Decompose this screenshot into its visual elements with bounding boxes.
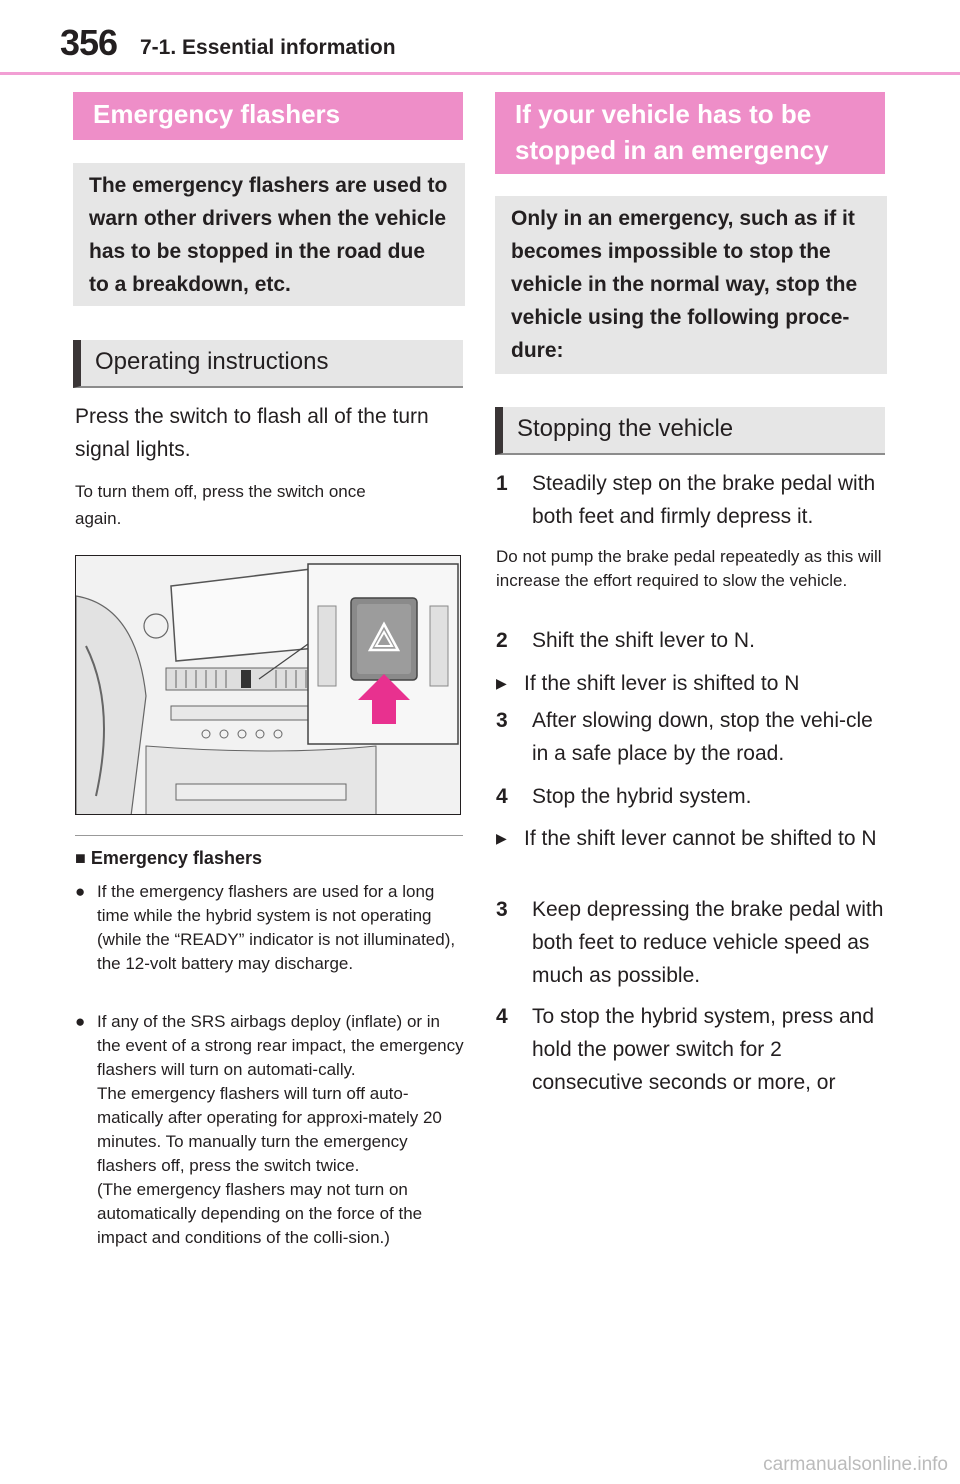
emergency-stop-intro: Only in an emergency, such as if it becomes impossible to stop the vehicle in the normal way, stop the vehicle using the following proce-dure: <box>495 196 887 374</box>
note-bullet-2 <box>75 1010 465 1250</box>
condition-shifted-text: If the shift lever is shifted to N <box>524 672 800 695</box>
instruction-line-2: signal lights. <box>75 438 191 461</box>
step-3b <box>496 893 886 992</box>
turn-off-line-2: again. <box>75 509 122 528</box>
note-bullet-2-p1: If any of the SRS airbags deploy (inflate) or in the event of a strong rear impact, the emergency flashers will turn on automati-cally. <box>97 1012 464 1079</box>
stopping-vehicle-heading: Stopping the vehicle <box>495 407 885 455</box>
condition-shifted <box>496 667 886 700</box>
turn-off-line-1: To turn them off, press the switch once <box>75 482 366 501</box>
step-3a-text: After slowing down, stop the vehi-cle in a safe place by the road. <box>532 709 873 765</box>
emergency-stop-heading-line-2: stopped in an emergency <box>515 135 829 165</box>
dashboard-illustration <box>75 555 461 815</box>
note-bullet-2-text <box>97 1010 465 1250</box>
bullet-dot-icon: ● <box>75 882 86 901</box>
step-number: 3 <box>496 709 508 732</box>
step-4b-text: To stop the hybrid system, press and hold the power switch for 2 consecutive seconds or more, or <box>532 1005 874 1094</box>
emergency-stop-heading-line-1: If your vehicle has to be <box>515 99 812 129</box>
step-number: 4 <box>496 1005 508 1028</box>
emergency-stop-heading <box>495 92 885 174</box>
condition-not-shifted <box>496 822 886 855</box>
step-1 <box>496 467 886 533</box>
step-4a <box>496 780 886 813</box>
step-2-text: Shift the shift lever to N. <box>532 629 755 652</box>
condition-not-shifted-text: If the shift lever cannot be shifted to N <box>524 827 877 850</box>
note-title: Emergency flashers <box>90 848 262 868</box>
step-number: 1 <box>496 472 508 495</box>
header-rule <box>0 72 960 75</box>
triangle-bullet-icon: ▶ <box>496 830 507 846</box>
step-4b <box>496 1000 886 1099</box>
bullet-dot-icon: ● <box>75 1012 86 1031</box>
instruction-line-1: Press the switch to flash all of the turn <box>75 405 429 428</box>
step-4a-text: Stop the hybrid system. <box>532 785 752 808</box>
step-number: 4 <box>496 785 508 808</box>
page-number: 356 <box>60 22 118 63</box>
triangle-bullet-icon: ▶ <box>496 675 507 691</box>
section-title: 7-1. Essential information <box>140 36 396 59</box>
note-square-icon: ■ <box>75 848 86 868</box>
turn-off-text <box>75 478 465 532</box>
step-1-note: Do not pump the brake pedal repeatedly as this will increase the effort required to slow the vehicle. <box>496 547 882 590</box>
note-bullet-2-p3: (The emergency flashers may not turn on automatically depending on the force of the impact and conditions of the colli-sion.) <box>97 1180 423 1247</box>
step-1-text: Steadily step on the brake pedal with both feet and firmly depress it. <box>532 472 876 528</box>
instruction-text <box>75 400 465 466</box>
note-bullet-1 <box>75 880 465 976</box>
operating-instructions-heading: Operating instructions <box>73 340 463 388</box>
step-number: 2 <box>496 629 508 652</box>
watermark: carmanualsonline.info <box>763 1454 948 1475</box>
note-divider <box>75 835 463 836</box>
step-3a <box>496 704 886 770</box>
emergency-flashers-heading: Emergency flashers <box>73 92 463 140</box>
dashboard-drawing <box>76 556 461 815</box>
step-number: 3 <box>496 898 508 921</box>
note-bullet-1-text: If the emergency flashers are used for a long time while the hybrid system is not operating (while the “READY” indicator is not illuminated), the 12-volt battery may discharge. <box>97 882 456 973</box>
step-3b-text: Keep depressing the brake pedal with both feet to reduce vehicle speed as much as possible. <box>532 898 884 987</box>
emergency-flashers-intro: The emergency flashers are used to warn other drivers when the vehicle has to be stopped in the road due to a breakdown, etc. <box>73 163 465 306</box>
note-heading <box>75 848 262 869</box>
note-bullet-2-p2: The emergency flashers will turn off auto-matically after operating for approxi-mately 20 minutes. To manually turn the emergency flashers off, press the switch twice. <box>97 1084 442 1175</box>
step-2 <box>496 624 886 657</box>
